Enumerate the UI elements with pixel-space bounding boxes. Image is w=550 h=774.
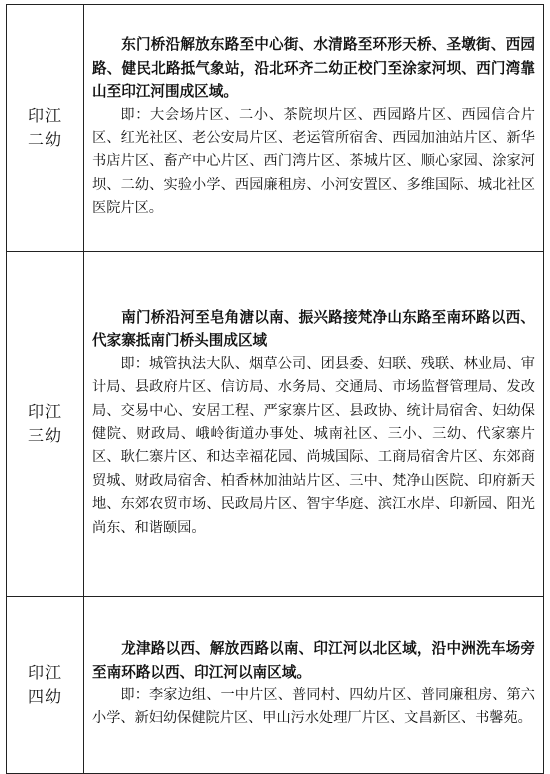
table-row — [7, 597, 544, 774]
zone-boundary-text: 南门桥沿河至皂角溏以南、振兴路接梵净山东路至南环路以西、代家寨抵南门桥头围成区域 — [92, 308, 535, 350]
zone-boundary-text: 东门桥沿解放东路至中心街、水清路至环形天桥、圣墩街、西园路、健民北路抵气象站，沿北环齐二幼正校门至涂家河坝、西门湾靠山至印江河围成区域。 — [92, 36, 535, 101]
zone-areas-text: 即：城管执法大队、烟草公司、团县委、妇联、残联、林业局、审计局、县政府片区、信访局、水务局、交通局、市场监督管理局、发改局、交易中心、安居工程、严家寨片区、县政协、统计局宿舍、妇幼保健院、财政局、峨岭街道办事处、城南社区、三小、三幼、代家寨片区、耿仁寨片区、和达幸福花园、尚城国际、工商局宿舍片区、东郊商贸城、财政局宿舍、柏香林加油站片区、三中、梵净山医院、印府新天地、东郊农贸市场、民政局片区、智宇华庭、滨江水岸、印新园、阳光尚东、和谐颐园。 — [92, 355, 535, 536]
school-name-line1: 印江 — [27, 106, 62, 125]
zone-description-cell — [84, 252, 544, 597]
school-name-line2: 四幼 — [27, 687, 62, 706]
zone-description-cell — [84, 5, 544, 252]
zone-boundary-text: 龙津路以西、解放西路以南、印江河以北区域，沿中洲洗车场旁至南环路以西、印江河以南区域。 — [92, 640, 535, 681]
zone-description-cell — [84, 597, 544, 774]
school-name-line1: 印江 — [27, 402, 62, 421]
table-row — [7, 252, 544, 597]
school-name-cell — [7, 5, 84, 252]
school-name-line1: 印江 — [27, 663, 62, 682]
table-row — [7, 5, 544, 252]
school-name-line2: 三幼 — [27, 426, 62, 445]
zone-areas-text: 即：李家边组、一中片区、普同村、四幼片区、普同廉租房、第六小学、新妇幼保健院片区、甲山污水处理厂片区、文昌新区、书馨苑。 — [92, 687, 535, 727]
school-name-cell — [7, 597, 84, 774]
zone-areas-text: 即：大会场片区、二小、茶院坝片区、西园路片区、西园信合片区、红光社区、老公安局片区、老运管所宿舍、西园加油站片区、新华书店片区、畜产中心片区、西门湾片区、茶城片区、顺心家园、涂家河坝、二幼、实验小学、西园廉租房、小河安置区、多维国际、城北社区医院片区。 — [92, 106, 535, 217]
school-name-line2: 二幼 — [27, 130, 62, 149]
school-zone-table — [6, 4, 544, 774]
school-name-cell — [7, 252, 84, 597]
